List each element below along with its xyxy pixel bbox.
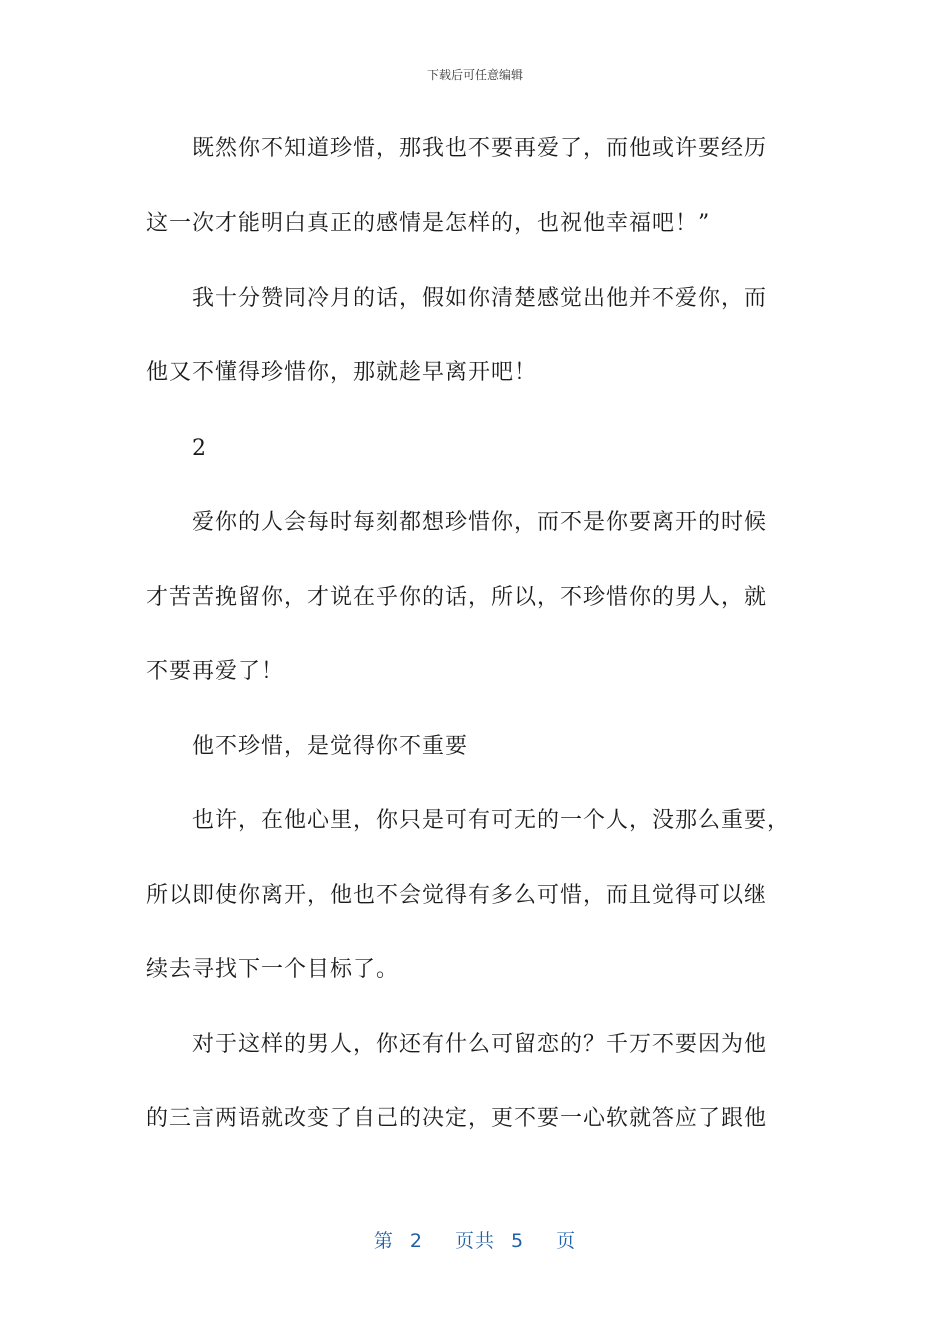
page-footer — [0, 1226, 950, 1253]
text-line: 他又不懂得珍惜你，那就趁早离开吧！ — [146, 360, 538, 385]
section-number: 2 — [146, 436, 207, 461]
text-line: 续去寻找下一个目标了。 — [146, 957, 400, 982]
text-line: 才苦苦挽留你，才说在乎你的话，所以，不珍惜你的男人，就 — [146, 585, 768, 610]
current-page-number: 2 — [409, 1230, 423, 1252]
total-page-number: 5 — [511, 1230, 525, 1252]
footer-middle: 页共 — [454, 1230, 495, 1252]
text-line: 这一次才能明白真正的感情是怎样的，也祝他幸福吧！” — [146, 211, 711, 236]
text-line: 也许，在他心里，你只是可有可无的一个人，没那么重要， — [146, 808, 791, 833]
text-line: 所以即使你离开，他也不会觉得有多么可惜，而且觉得可以继 — [146, 883, 768, 908]
text-line: 对于这样的男人，你还有什么可留恋的？千万不要因为他 — [146, 1032, 768, 1057]
text-line: 不要再爱了！ — [146, 659, 285, 684]
subheading: 他不珍惜，是觉得你不重要 — [146, 734, 469, 759]
page-header: 下载后可任意编辑 — [426, 68, 523, 82]
text-line: 的三言两语就改变了自己的决定，更不要一心软就答应了跟他 — [146, 1106, 768, 1131]
text-line: 爱你的人会每时每刻都想珍惜你，而不是你要离开的时候 — [146, 510, 768, 535]
text-line: 我十分赞同冷月的话，假如你清楚感觉出他并不爱你，而 — [146, 286, 768, 311]
footer-suffix: 页 — [556, 1230, 577, 1252]
footer-prefix: 第 — [373, 1230, 394, 1252]
text-line: 既然你不知道珍惜，那我也不要再爱了，而他或许要经历 — [146, 136, 768, 161]
